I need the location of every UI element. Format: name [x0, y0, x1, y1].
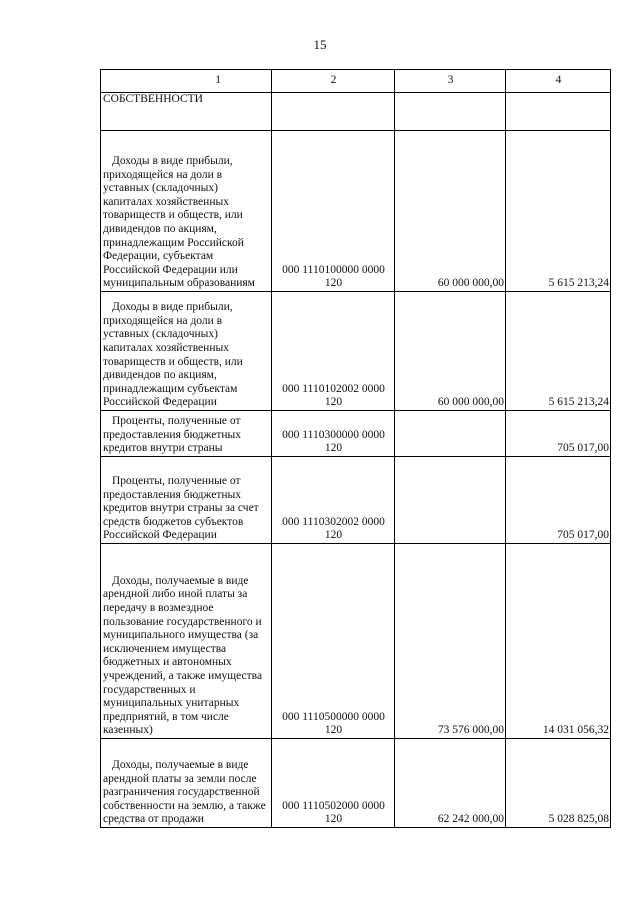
budget-code-cell: 000 1110300000 0000 120	[272, 411, 395, 457]
actual-amount-cell: 14 031 056,32	[506, 544, 611, 739]
table-row	[101, 411, 611, 457]
column-header-3: 3	[395, 70, 506, 93]
column-header-2: 2	[272, 70, 395, 93]
budget-code-cell	[272, 93, 395, 131]
actual-amount-cell	[506, 93, 611, 131]
plan-amount-cell	[395, 411, 506, 457]
table-row	[101, 457, 611, 544]
revenue-name-cell: Доходы, получаемые в виде арендной платы за земли после разграничения государственной собственности на землю, а также средства от продажи	[101, 739, 272, 828]
budget-code-cell: 000 1110500000 0000 120	[272, 544, 395, 739]
table-row	[101, 131, 611, 292]
budget-revenue-table	[100, 69, 611, 828]
revenue-name-cell: Доходы в виде прибыли, приходящейся на доли в уставных (складочных) капиталах хозяйственных товариществ и обществ, или дивидендов по акциям, принадлежащим субъектам Российской Федерации	[101, 292, 272, 411]
table-row	[101, 292, 611, 411]
budget-code-cell: 000 1110100000 0000 120	[272, 131, 395, 292]
budget-code-cell: 000 1110102002 0000 120	[272, 292, 395, 411]
actual-amount-cell: 705 017,00	[506, 411, 611, 457]
table-row	[101, 544, 611, 739]
budget-code-cell: 000 1110302002 0000 120	[272, 457, 395, 544]
column-header-1: 1	[101, 70, 272, 93]
plan-amount-cell: 60 000 000,00	[395, 292, 506, 411]
actual-amount-cell: 5 615 213,24	[506, 131, 611, 292]
actual-amount-cell: 5 615 213,24	[506, 292, 611, 411]
table-row	[101, 93, 611, 131]
column-header-4: 4	[506, 70, 611, 93]
table-header-row	[101, 70, 611, 93]
revenue-name-cell: Доходы в виде прибыли, приходящейся на доли в уставных (складочных) капиталах хозяйственных товариществ и обществ, или дивидендов по акциям, принадлежащим Российской Федерации, субъектам Российской Федерации или муниципальным образованиям	[101, 131, 272, 292]
plan-amount-cell: 73 576 000,00	[395, 544, 506, 739]
actual-amount-cell: 705 017,00	[506, 457, 611, 544]
plan-amount-cell: 62 242 000,00	[395, 739, 506, 828]
revenue-name-cell: Доходы, получаемые в виде арендной либо иной платы за передачу в возмездное пользование государственного и муниципального имущества (за исключением имущества бюджетных и автономных учреждений, а также имущества государственных и муниципальных унитарных предприятий, в том числе казенных)	[101, 544, 272, 739]
revenue-name-cell: Проценты, полученные от предоставления бюджетных кредитов внутри страны за счет средств бюджетов субъектов Российской Федерации	[101, 457, 272, 544]
table-row	[101, 739, 611, 828]
revenue-name-cell: СОБСТВЕННОСТИ	[101, 93, 272, 131]
plan-amount-cell	[395, 457, 506, 544]
actual-amount-cell: 5 028 825,08	[506, 739, 611, 828]
plan-amount-cell	[395, 93, 506, 131]
revenue-name-cell: Проценты, полученные от предоставления бюджетных кредитов внутри страны	[101, 411, 272, 457]
budget-code-cell: 000 1110502000 0000 120	[272, 739, 395, 828]
plan-amount-cell: 60 000 000,00	[395, 131, 506, 292]
page-number: 15	[313, 37, 327, 52]
